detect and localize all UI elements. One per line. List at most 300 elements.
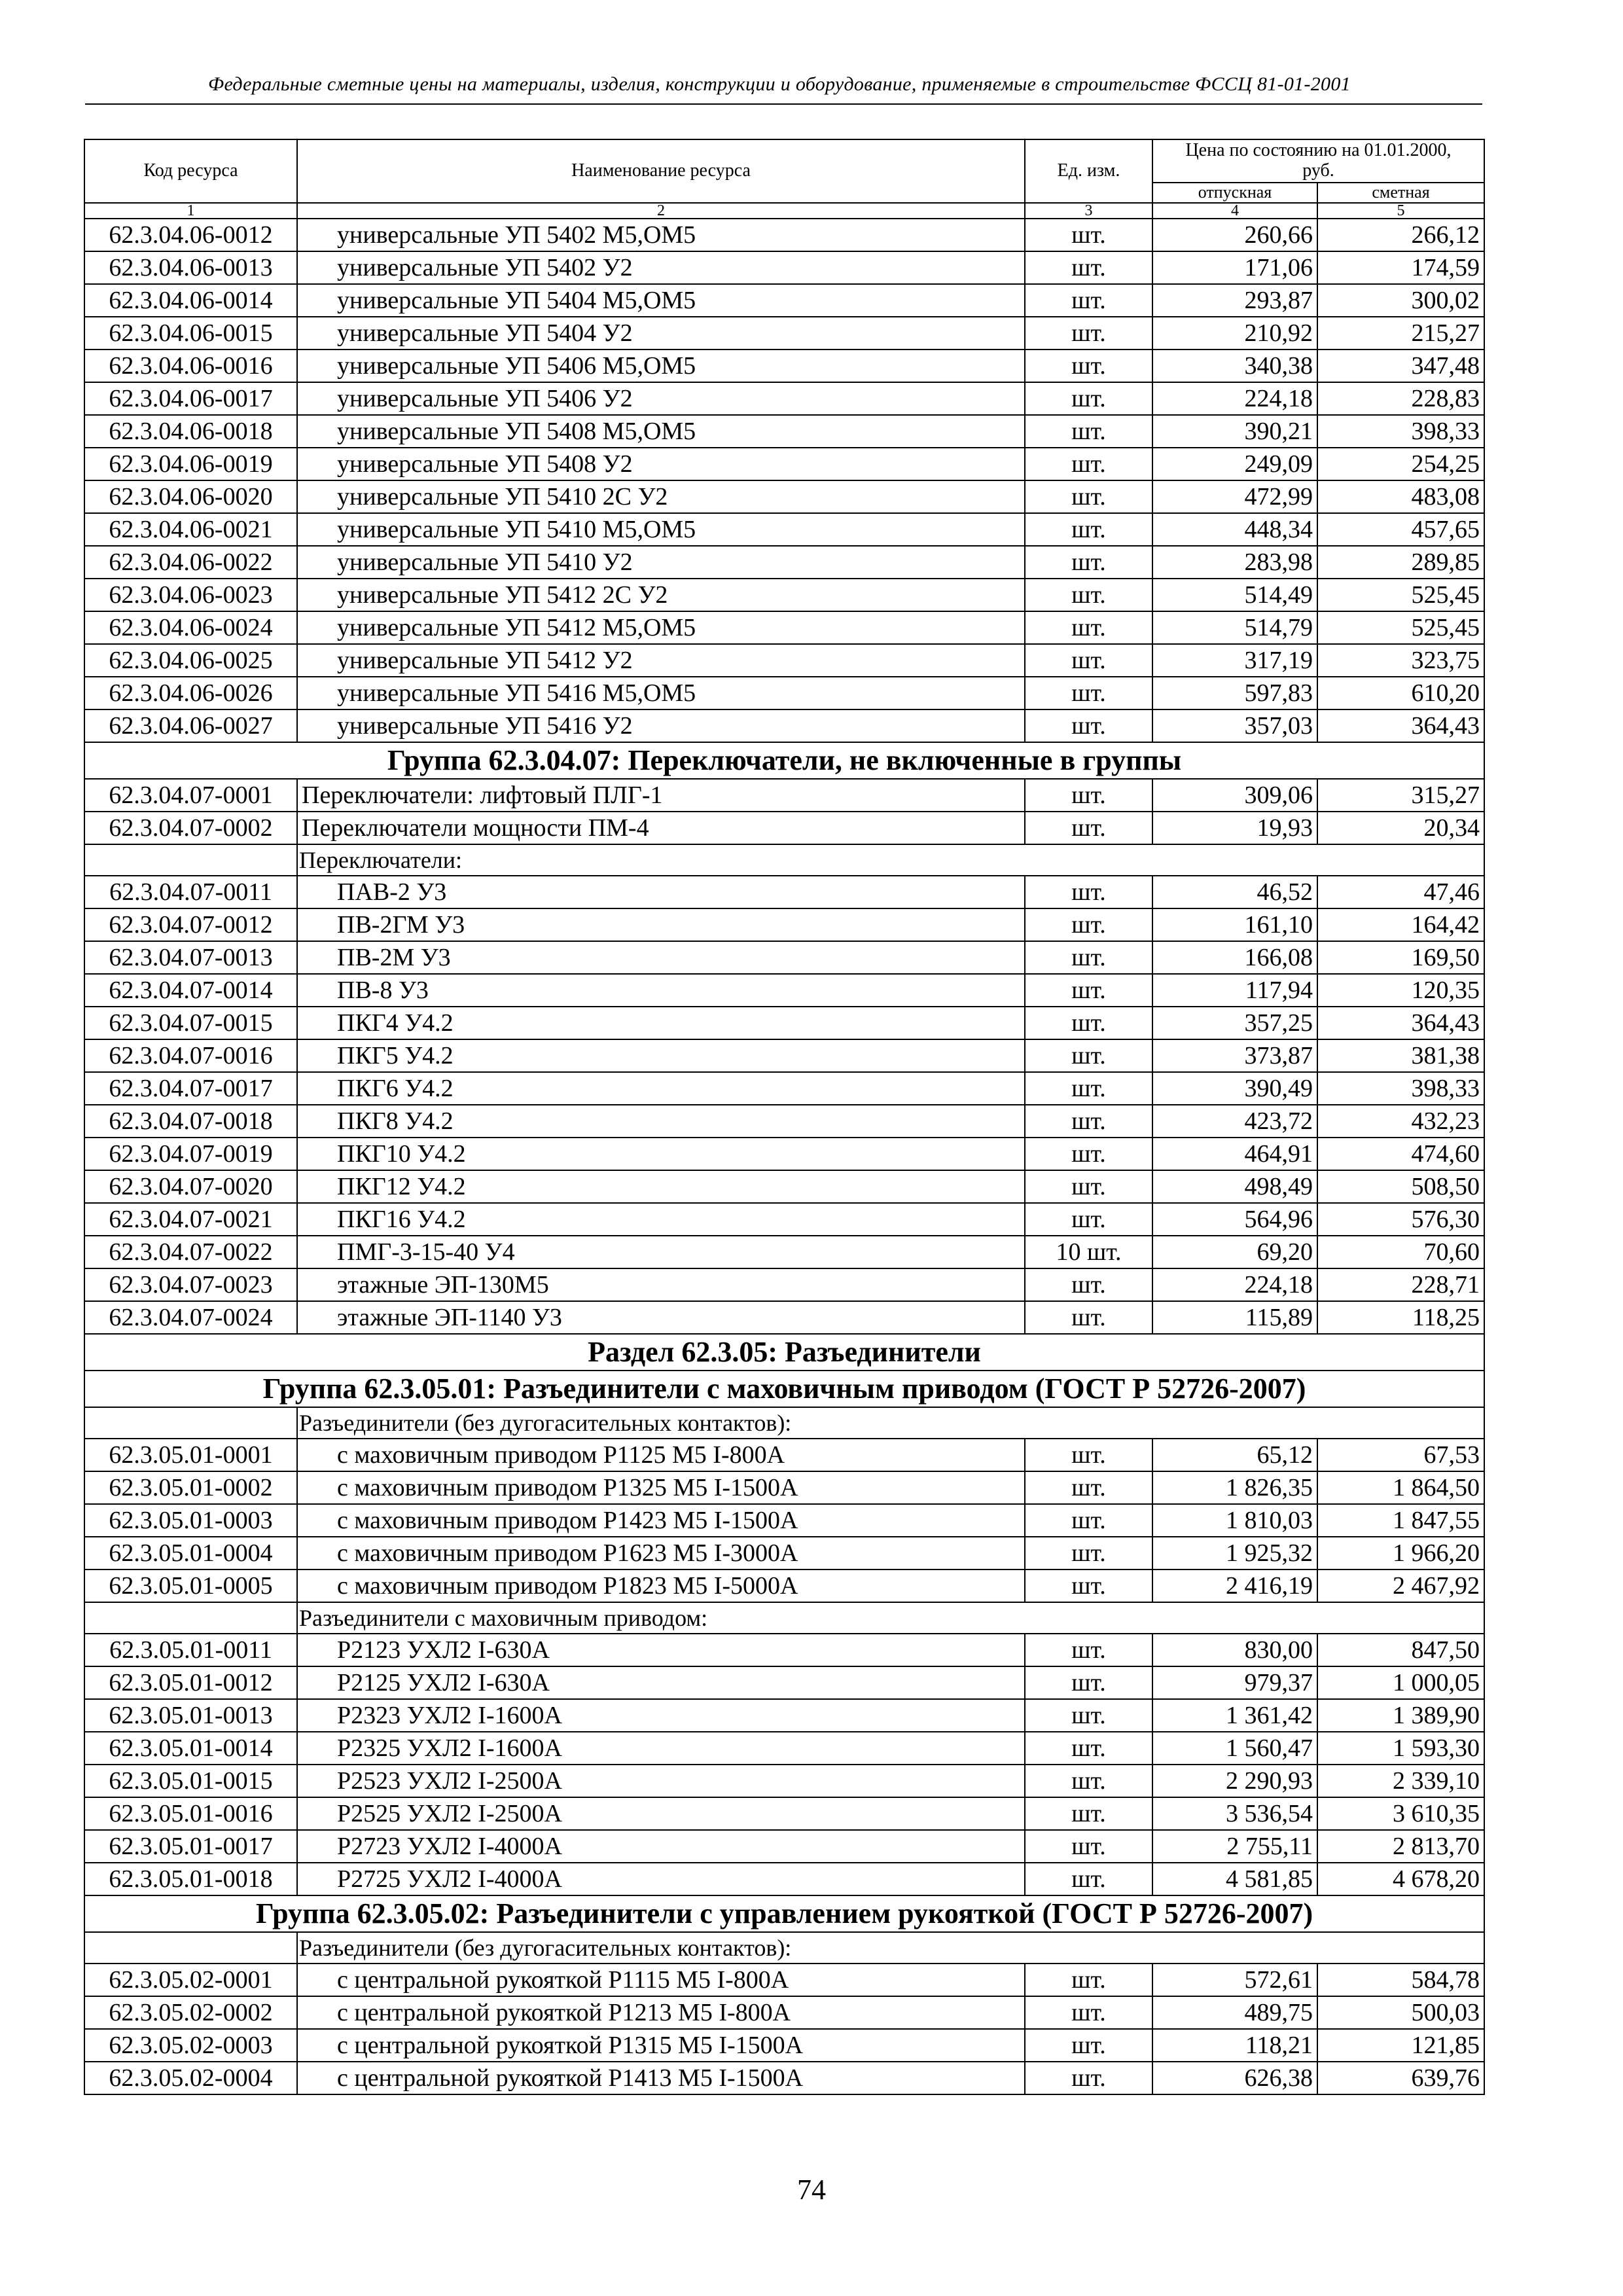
column-number: 5 bbox=[1317, 203, 1484, 219]
resource-code: 62.3.04.07-0023 bbox=[84, 1268, 297, 1301]
release-price: 161,10 bbox=[1152, 908, 1317, 941]
resource-code: 62.3.05.01-0001 bbox=[84, 1439, 297, 1471]
table-row bbox=[84, 317, 1484, 350]
estimate-price: 364,43 bbox=[1317, 1007, 1484, 1039]
table-row bbox=[84, 1236, 1484, 1268]
resource-name: универсальные УП 5410 2С У2 bbox=[297, 480, 1025, 513]
resource-code: 62.3.04.07-0020 bbox=[84, 1170, 297, 1203]
column-number: 4 bbox=[1152, 203, 1317, 219]
resource-code: 62.3.05.01-0003 bbox=[84, 1504, 297, 1537]
release-price: 2 416,19 bbox=[1152, 1570, 1317, 1602]
resource-code: 62.3.04.06-0026 bbox=[84, 677, 297, 709]
unit: шт. bbox=[1025, 317, 1152, 350]
release-price: 357,03 bbox=[1152, 709, 1317, 742]
resource-code: 62.3.05.01-0012 bbox=[84, 1666, 297, 1699]
release-price: 65,12 bbox=[1152, 1439, 1317, 1471]
resource-code: 62.3.04.06-0013 bbox=[84, 251, 297, 284]
estimate-price: 118,25 bbox=[1317, 1301, 1484, 1334]
release-price: 597,83 bbox=[1152, 677, 1317, 709]
resource-name: этажные ЭП-1140 У3 bbox=[297, 1301, 1025, 1334]
column-header-code: Код ресурса bbox=[84, 139, 297, 203]
resource-code: 62.3.04.06-0024 bbox=[84, 611, 297, 644]
resource-code: 62.3.05.02-0004 bbox=[84, 2062, 297, 2094]
release-price: 423,72 bbox=[1152, 1105, 1317, 1138]
resource-code: 62.3.04.06-0017 bbox=[84, 382, 297, 415]
resource-name: универсальные УП 5412 М5,ОМ5 bbox=[297, 611, 1025, 644]
unit: шт. bbox=[1025, 1439, 1152, 1471]
resource-name: Р2125 УХЛ2 I-630А bbox=[297, 1666, 1025, 1699]
release-price: 514,79 bbox=[1152, 611, 1317, 644]
resource-name: этажные ЭП-130М5 bbox=[297, 1268, 1025, 1301]
estimate-price: 70,60 bbox=[1317, 1236, 1484, 1268]
table-row bbox=[84, 1471, 1484, 1504]
estimate-price: 4 678,20 bbox=[1317, 1863, 1484, 1895]
group-title: Группа 62.3.05.02: Разъединители с управлением рукояткой (ГОСТ Р 52726-2007) bbox=[84, 1895, 1484, 1932]
resource-code: 62.3.04.07-0019 bbox=[84, 1138, 297, 1170]
unit: шт. bbox=[1025, 513, 1152, 546]
resource-code: 62.3.04.07-0011 bbox=[84, 876, 297, 908]
table-row bbox=[84, 1439, 1484, 1471]
subcaption: Разъединители с маховичным приводом: bbox=[297, 1602, 1484, 1634]
resource-code: 62.3.04.06-0027 bbox=[84, 709, 297, 742]
estimate-price: 584,78 bbox=[1317, 1964, 1484, 1996]
table-row bbox=[84, 941, 1484, 974]
resource-name: Р2725 УХЛ2 I-4000А bbox=[297, 1863, 1025, 1895]
subcaption-row bbox=[84, 844, 1484, 876]
running-header: Федеральные сметные цены на материалы, изделия, конструкции и оборудование, применяемые в строительстве ФССЦ 81-01-2001 bbox=[208, 73, 1351, 95]
estimate-price: 639,76 bbox=[1317, 2062, 1484, 2094]
unit: шт. bbox=[1025, 251, 1152, 284]
unit: шт. bbox=[1025, 415, 1152, 448]
group-title: Группа 62.3.05.01: Разъединители с маховичным приводом (ГОСТ Р 52726-2007) bbox=[84, 1371, 1484, 1407]
resource-name: универсальные УП 5410 У2 bbox=[297, 546, 1025, 579]
unit: шт. bbox=[1025, 644, 1152, 677]
unit: шт. bbox=[1025, 1471, 1152, 1504]
table-row bbox=[84, 709, 1484, 742]
table-row bbox=[84, 1203, 1484, 1236]
resource-name: универсальные УП 5404 У2 bbox=[297, 317, 1025, 350]
resource-name: ПКГ12 У4.2 bbox=[297, 1170, 1025, 1203]
resource-name: ПВ-2ГМ У3 bbox=[297, 908, 1025, 941]
table-row bbox=[84, 644, 1484, 677]
unit: шт. bbox=[1025, 2029, 1152, 2062]
release-price: 19,93 bbox=[1152, 812, 1317, 844]
unit: 10 шт. bbox=[1025, 1236, 1152, 1268]
estimate-price: 1 847,55 bbox=[1317, 1504, 1484, 1537]
release-price: 283,98 bbox=[1152, 546, 1317, 579]
release-price: 489,75 bbox=[1152, 1996, 1317, 2029]
release-price: 1 810,03 bbox=[1152, 1504, 1317, 1537]
resource-name: универсальные УП 5410 М5,ОМ5 bbox=[297, 513, 1025, 546]
resource-code: 62.3.04.07-0024 bbox=[84, 1301, 297, 1334]
estimate-price: 2 467,92 bbox=[1317, 1570, 1484, 1602]
resource-name: универсальные УП 5408 М5,ОМ5 bbox=[297, 415, 1025, 448]
resource-name: с центральной рукояткой Р1115 М5 I-800А bbox=[297, 1964, 1025, 1996]
table-row bbox=[84, 350, 1484, 382]
resource-code: 62.3.04.06-0025 bbox=[84, 644, 297, 677]
resource-code: 62.3.05.01-0018 bbox=[84, 1863, 297, 1895]
release-price: 4 581,85 bbox=[1152, 1863, 1317, 1895]
resource-name: Р2525 УХЛ2 I-2500А bbox=[297, 1797, 1025, 1830]
resource-code: 62.3.04.07-0012 bbox=[84, 908, 297, 941]
release-price: 224,18 bbox=[1152, 1268, 1317, 1301]
group-title-row bbox=[84, 1895, 1484, 1932]
table-row bbox=[84, 779, 1484, 812]
unit: шт. bbox=[1025, 350, 1152, 382]
estimate-price: 1 593,30 bbox=[1317, 1732, 1484, 1765]
release-price: 166,08 bbox=[1152, 941, 1317, 974]
estimate-price: 266,12 bbox=[1317, 219, 1484, 251]
unit: шт. bbox=[1025, 1666, 1152, 1699]
group-title: Раздел 62.3.05: Разъединители bbox=[84, 1334, 1484, 1371]
resource-name: ПВ-8 У3 bbox=[297, 974, 1025, 1007]
resource-code: 62.3.04.07-0002 bbox=[84, 812, 297, 844]
unit: шт. bbox=[1025, 219, 1152, 251]
table-row bbox=[84, 1504, 1484, 1537]
resource-name: с маховичным приводом Р1823 М5 I-5000А bbox=[297, 1570, 1025, 1602]
column-header-unit: Ед. изм. bbox=[1025, 139, 1152, 203]
resource-name: универсальные УП 5406 М5,ОМ5 bbox=[297, 350, 1025, 382]
table-row bbox=[84, 1699, 1484, 1732]
resource-name: ПКГ6 У4.2 bbox=[297, 1072, 1025, 1105]
unit: шт. bbox=[1025, 1007, 1152, 1039]
column-header-price: Цена по состоянию на 01.01.2000, руб. bbox=[1152, 139, 1484, 183]
table-header-row bbox=[84, 139, 1484, 183]
estimate-price: 500,03 bbox=[1317, 1996, 1484, 2029]
price-table bbox=[84, 139, 1485, 2095]
resource-code: 62.3.04.07-0021 bbox=[84, 1203, 297, 1236]
release-price: 626,38 bbox=[1152, 2062, 1317, 2094]
resource-name: ПВ-2М У3 bbox=[297, 941, 1025, 974]
table-row bbox=[84, 480, 1484, 513]
table-row bbox=[84, 1863, 1484, 1895]
table-row bbox=[84, 974, 1484, 1007]
unit: шт. bbox=[1025, 1301, 1152, 1334]
resource-name: Р2123 УХЛ2 I-630А bbox=[297, 1634, 1025, 1666]
resource-name: универсальные УП 5402 У2 bbox=[297, 251, 1025, 284]
table-row bbox=[84, 1039, 1484, 1072]
estimate-price: 1 000,05 bbox=[1317, 1666, 1484, 1699]
estimate-price: 174,59 bbox=[1317, 251, 1484, 284]
resource-name: универсальные УП 5408 У2 bbox=[297, 448, 1025, 480]
unit: шт. bbox=[1025, 1964, 1152, 1996]
unit: шт. bbox=[1025, 611, 1152, 644]
resource-name: Р2523 УХЛ2 I-2500А bbox=[297, 1765, 1025, 1797]
release-price: 564,96 bbox=[1152, 1203, 1317, 1236]
estimate-price: 398,33 bbox=[1317, 415, 1484, 448]
estimate-price: 2 813,70 bbox=[1317, 1830, 1484, 1863]
estimate-price: 228,71 bbox=[1317, 1268, 1484, 1301]
unit: шт. bbox=[1025, 1570, 1152, 1602]
unit: шт. bbox=[1025, 1203, 1152, 1236]
table-row bbox=[84, 251, 1484, 284]
table-body bbox=[84, 219, 1484, 2094]
resource-name: с маховичным приводом Р1623 М5 I-3000А bbox=[297, 1537, 1025, 1570]
resource-name: универсальные УП 5404 М5,ОМ5 bbox=[297, 284, 1025, 317]
column-number-row bbox=[84, 203, 1484, 219]
release-price: 249,09 bbox=[1152, 448, 1317, 480]
estimate-price: 364,43 bbox=[1317, 709, 1484, 742]
estimate-price: 121,85 bbox=[1317, 2029, 1484, 2062]
table-row bbox=[84, 1797, 1484, 1830]
resource-code: 62.3.04.06-0018 bbox=[84, 415, 297, 448]
resource-name: с центральной рукояткой Р1413 М5 I-1500А bbox=[297, 2062, 1025, 2094]
release-price: 69,20 bbox=[1152, 1236, 1317, 1268]
unit: шт. bbox=[1025, 876, 1152, 908]
resource-code: 62.3.05.01-0013 bbox=[84, 1699, 297, 1732]
estimate-price: 289,85 bbox=[1317, 546, 1484, 579]
resource-name: Переключатели: лифтовый ПЛГ-1 bbox=[297, 779, 1025, 812]
table-row bbox=[84, 1537, 1484, 1570]
table-row bbox=[84, 1830, 1484, 1863]
resource-name: универсальные УП 5406 У2 bbox=[297, 382, 1025, 415]
resource-code: 62.3.04.06-0014 bbox=[84, 284, 297, 317]
release-price: 1 925,32 bbox=[1152, 1537, 1317, 1570]
column-number: 2 bbox=[297, 203, 1025, 219]
estimate-price: 1 864,50 bbox=[1317, 1471, 1484, 1504]
unit: шт. bbox=[1025, 1138, 1152, 1170]
estimate-price: 323,75 bbox=[1317, 644, 1484, 677]
estimate-price: 457,65 bbox=[1317, 513, 1484, 546]
column-header-release: отпускная bbox=[1152, 183, 1317, 203]
release-price: 1 560,47 bbox=[1152, 1732, 1317, 1765]
subcaption: Переключатели: bbox=[297, 844, 1484, 876]
estimate-price: 1 966,20 bbox=[1317, 1537, 1484, 1570]
estimate-price: 20,34 bbox=[1317, 812, 1484, 844]
table-row bbox=[84, 1301, 1484, 1334]
table-row bbox=[84, 1996, 1484, 2029]
unit: шт. bbox=[1025, 1996, 1152, 2029]
release-price: 309,06 bbox=[1152, 779, 1317, 812]
estimate-price: 169,50 bbox=[1317, 941, 1484, 974]
column-header-estimate: сметная bbox=[1317, 183, 1484, 203]
release-price: 448,34 bbox=[1152, 513, 1317, 546]
release-price: 260,66 bbox=[1152, 219, 1317, 251]
estimate-price: 3 610,35 bbox=[1317, 1797, 1484, 1830]
release-price: 572,61 bbox=[1152, 1964, 1317, 1996]
release-price: 464,91 bbox=[1152, 1138, 1317, 1170]
table-row bbox=[84, 611, 1484, 644]
release-price: 373,87 bbox=[1152, 1039, 1317, 1072]
estimate-price: 576,30 bbox=[1317, 1203, 1484, 1236]
unit: шт. bbox=[1025, 1732, 1152, 1765]
table-row bbox=[84, 546, 1484, 579]
subcaption-spacer bbox=[84, 1602, 297, 1634]
resource-name: ПКГ10 У4.2 bbox=[297, 1138, 1025, 1170]
release-price: 390,49 bbox=[1152, 1072, 1317, 1105]
resource-code: 62.3.04.07-0022 bbox=[84, 1236, 297, 1268]
unit: шт. bbox=[1025, 908, 1152, 941]
estimate-price: 508,50 bbox=[1317, 1170, 1484, 1203]
table-row bbox=[84, 1570, 1484, 1602]
release-price: 117,94 bbox=[1152, 974, 1317, 1007]
resource-name: с центральной рукояткой Р1315 М5 I-1500А bbox=[297, 2029, 1025, 2062]
group-title-row bbox=[84, 742, 1484, 779]
unit: шт. bbox=[1025, 709, 1152, 742]
resource-name: ПКГ8 У4.2 bbox=[297, 1105, 1025, 1138]
estimate-price: 347,48 bbox=[1317, 350, 1484, 382]
estimate-price: 254,25 bbox=[1317, 448, 1484, 480]
resource-code: 62.3.05.01-0005 bbox=[84, 1570, 297, 1602]
unit: шт. bbox=[1025, 2062, 1152, 2094]
estimate-price: 300,02 bbox=[1317, 284, 1484, 317]
estimate-price: 164,42 bbox=[1317, 908, 1484, 941]
resource-name: ПКГ4 У4.2 bbox=[297, 1007, 1025, 1039]
release-price: 224,18 bbox=[1152, 382, 1317, 415]
subcaption-spacer bbox=[84, 844, 297, 876]
table-row bbox=[84, 1105, 1484, 1138]
table-row bbox=[84, 2062, 1484, 2094]
column-number: 3 bbox=[1025, 203, 1152, 219]
resource-name: с маховичным приводом Р1325 М5 I-1500А bbox=[297, 1471, 1025, 1504]
resource-code: 62.3.05.02-0003 bbox=[84, 2029, 297, 2062]
resource-code: 62.3.04.06-0019 bbox=[84, 448, 297, 480]
estimate-price: 474,60 bbox=[1317, 1138, 1484, 1170]
resource-name: ПМГ-3-15-40 У4 bbox=[297, 1236, 1025, 1268]
unit: шт. bbox=[1025, 1863, 1152, 1895]
release-price: 979,37 bbox=[1152, 1666, 1317, 1699]
estimate-price: 847,50 bbox=[1317, 1634, 1484, 1666]
resource-code: 62.3.04.07-0015 bbox=[84, 1007, 297, 1039]
unit: шт. bbox=[1025, 1830, 1152, 1863]
resource-code: 62.3.05.01-0015 bbox=[84, 1765, 297, 1797]
table-row bbox=[84, 284, 1484, 317]
resource-name: ПКГ5 У4.2 bbox=[297, 1039, 1025, 1072]
unit: шт. bbox=[1025, 448, 1152, 480]
resource-code: 62.3.05.01-0004 bbox=[84, 1537, 297, 1570]
unit: шт. bbox=[1025, 812, 1152, 844]
unit: шт. bbox=[1025, 1268, 1152, 1301]
estimate-price: 67,53 bbox=[1317, 1439, 1484, 1471]
unit: шт. bbox=[1025, 480, 1152, 513]
resource-code: 62.3.04.07-0013 bbox=[84, 941, 297, 974]
resource-name: с маховичным приводом Р1125 М5 I-800А bbox=[297, 1439, 1025, 1471]
unit: шт. bbox=[1025, 1072, 1152, 1105]
subcaption: Разъединители (без дугогасительных контактов): bbox=[297, 1932, 1484, 1964]
estimate-price: 315,27 bbox=[1317, 779, 1484, 812]
release-price: 498,49 bbox=[1152, 1170, 1317, 1203]
resource-code: 62.3.05.01-0017 bbox=[84, 1830, 297, 1863]
resource-code: 62.3.05.01-0016 bbox=[84, 1797, 297, 1830]
resource-name: Р2723 УХЛ2 I-4000А bbox=[297, 1830, 1025, 1863]
estimate-price: 215,27 bbox=[1317, 317, 1484, 350]
column-number: 1 bbox=[84, 203, 297, 219]
unit: шт. bbox=[1025, 382, 1152, 415]
table-row bbox=[84, 382, 1484, 415]
table-row bbox=[84, 1072, 1484, 1105]
unit: шт. bbox=[1025, 1765, 1152, 1797]
unit: шт. bbox=[1025, 974, 1152, 1007]
resource-code: 62.3.04.06-0021 bbox=[84, 513, 297, 546]
unit: шт. bbox=[1025, 1105, 1152, 1138]
resource-code: 62.3.04.06-0015 bbox=[84, 317, 297, 350]
table-row bbox=[84, 908, 1484, 941]
release-price: 1 361,42 bbox=[1152, 1699, 1317, 1732]
resource-code: 62.3.04.06-0023 bbox=[84, 579, 297, 611]
resource-name: Р2325 УХЛ2 I-1600А bbox=[297, 1732, 1025, 1765]
resource-name: с центральной рукояткой Р1213 М5 I-800А bbox=[297, 1996, 1025, 2029]
subcaption-row bbox=[84, 1407, 1484, 1439]
table-row bbox=[84, 579, 1484, 611]
unit: шт. bbox=[1025, 1537, 1152, 1570]
unit: шт. bbox=[1025, 779, 1152, 812]
resource-code: 62.3.05.01-0014 bbox=[84, 1732, 297, 1765]
unit: шт. bbox=[1025, 1504, 1152, 1537]
table-row bbox=[84, 677, 1484, 709]
estimate-price: 398,33 bbox=[1317, 1072, 1484, 1105]
table-row bbox=[84, 1634, 1484, 1666]
estimate-price: 47,46 bbox=[1317, 876, 1484, 908]
table-row bbox=[84, 1732, 1484, 1765]
estimate-price: 525,45 bbox=[1317, 579, 1484, 611]
resource-name: универсальные УП 5402 М5,ОМ5 bbox=[297, 219, 1025, 251]
release-price: 514,49 bbox=[1152, 579, 1317, 611]
unit: шт. bbox=[1025, 1699, 1152, 1732]
resource-name: универсальные УП 5412 2С У2 bbox=[297, 579, 1025, 611]
group-title-row bbox=[84, 1371, 1484, 1407]
release-price: 2 290,93 bbox=[1152, 1765, 1317, 1797]
table-row bbox=[84, 2029, 1484, 2062]
table-row bbox=[84, 1170, 1484, 1203]
estimate-price: 1 389,90 bbox=[1317, 1699, 1484, 1732]
estimate-price: 432,23 bbox=[1317, 1105, 1484, 1138]
unit: шт. bbox=[1025, 1039, 1152, 1072]
release-price: 340,38 bbox=[1152, 350, 1317, 382]
estimate-price: 228,83 bbox=[1317, 382, 1484, 415]
release-price: 830,00 bbox=[1152, 1634, 1317, 1666]
resource-code: 62.3.04.06-0022 bbox=[84, 546, 297, 579]
estimate-price: 381,38 bbox=[1317, 1039, 1484, 1072]
table-row bbox=[84, 1964, 1484, 1996]
unit: шт. bbox=[1025, 1797, 1152, 1830]
table-row bbox=[84, 1666, 1484, 1699]
estimate-price: 525,45 bbox=[1317, 611, 1484, 644]
release-price: 2 755,11 bbox=[1152, 1830, 1317, 1863]
release-price: 390,21 bbox=[1152, 415, 1317, 448]
column-header-name: Наименование ресурса bbox=[297, 139, 1025, 203]
subcaption-spacer bbox=[84, 1932, 297, 1964]
resource-code: 62.3.04.06-0016 bbox=[84, 350, 297, 382]
release-price: 472,99 bbox=[1152, 480, 1317, 513]
resource-code: 62.3.04.07-0001 bbox=[84, 779, 297, 812]
resource-name: ПКГ16 У4.2 bbox=[297, 1203, 1025, 1236]
release-price: 317,19 bbox=[1152, 644, 1317, 677]
subcaption-row bbox=[84, 1602, 1484, 1634]
resource-code: 62.3.05.02-0001 bbox=[84, 1964, 297, 1996]
resource-name: универсальные УП 5412 У2 bbox=[297, 644, 1025, 677]
resource-code: 62.3.04.06-0012 bbox=[84, 219, 297, 251]
release-price: 357,25 bbox=[1152, 1007, 1317, 1039]
table-row bbox=[84, 1138, 1484, 1170]
resource-name: с маховичным приводом Р1423 М5 I-1500А bbox=[297, 1504, 1025, 1537]
unit: шт. bbox=[1025, 1170, 1152, 1203]
table-row bbox=[84, 415, 1484, 448]
estimate-price: 120,35 bbox=[1317, 974, 1484, 1007]
resource-code: 62.3.04.06-0020 bbox=[84, 480, 297, 513]
subcaption-spacer bbox=[84, 1407, 297, 1439]
table-row bbox=[84, 876, 1484, 908]
release-price: 46,52 bbox=[1152, 876, 1317, 908]
resource-code: 62.3.05.02-0002 bbox=[84, 1996, 297, 2029]
table-row bbox=[84, 1007, 1484, 1039]
table-row bbox=[84, 448, 1484, 480]
resource-name: универсальные УП 5416 М5,ОМ5 bbox=[297, 677, 1025, 709]
estimate-price: 2 339,10 bbox=[1317, 1765, 1484, 1797]
resource-code: 62.3.05.01-0002 bbox=[84, 1471, 297, 1504]
unit: шт. bbox=[1025, 579, 1152, 611]
release-price: 118,21 bbox=[1152, 2029, 1317, 2062]
subcaption-row bbox=[84, 1932, 1484, 1964]
